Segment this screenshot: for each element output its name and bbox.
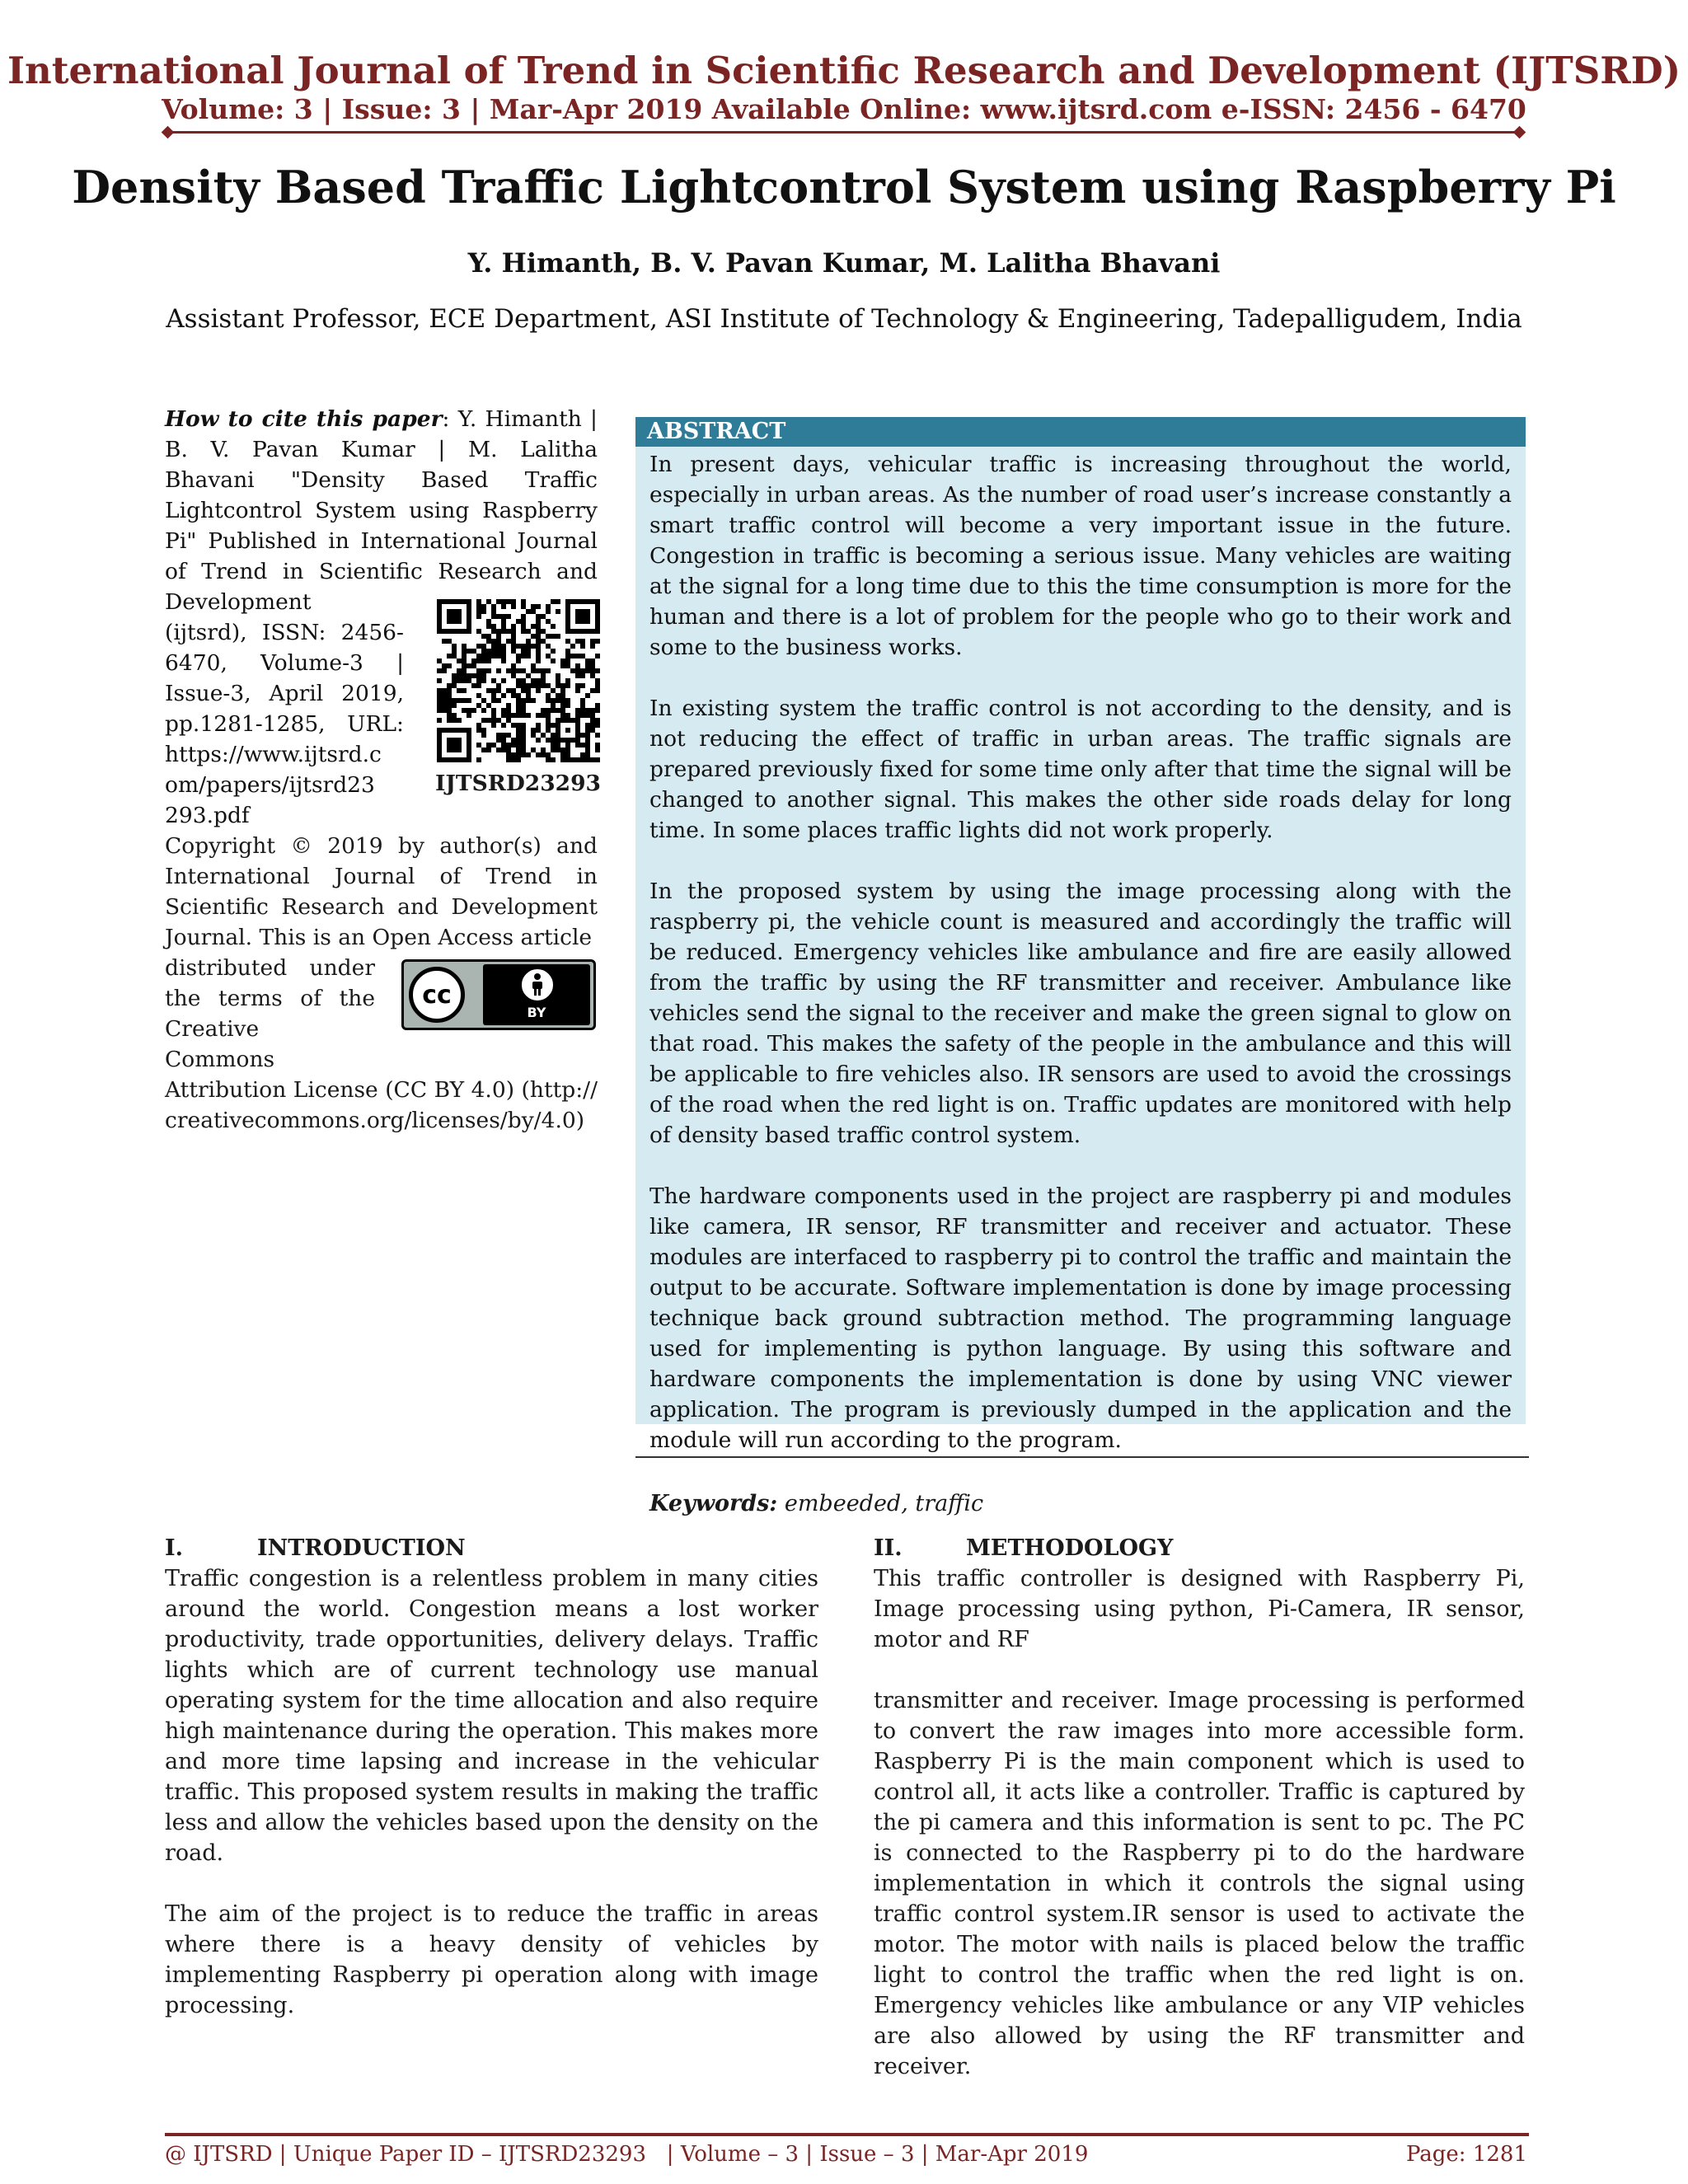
copyright-line: distributed under bbox=[165, 955, 375, 981]
introduction-paragraph-1: Traffic congestion is a relentless problem in many cities around the world. Congestion means a lost worker productivity, trade opportunities, delivery delays. Traffic lights which are of current technology use manual operating system for the time allocation and also require high maintenance during the operation. This makes more and more time lapsing and increase in the vehicular traffic. This proposed system results in making the traffic less and allow the vehicles based upon the density on the road. bbox=[165, 1566, 818, 1866]
citation-line: 6470, Volume-3 | bbox=[165, 650, 404, 676]
methodology-section bbox=[874, 1533, 1525, 2082]
keywords-line bbox=[649, 1488, 983, 1520]
introduction-paragraph-2: The aim of the project is to reduce the traffic in areas where there is a heavy density of vehicles by implementing Raspberry pi operation along with image processing. bbox=[165, 1901, 818, 2018]
cc-by-label: BY bbox=[527, 1005, 546, 1020]
citation-line: Issue-3, April 2019, bbox=[165, 681, 404, 706]
section-number: I. bbox=[165, 1535, 184, 1561]
header-rule bbox=[169, 131, 1519, 134]
citation-line: pp.1281-1285, URL: bbox=[165, 711, 404, 737]
qr-code-icon bbox=[437, 599, 600, 762]
keywords-rule bbox=[635, 1456, 1529, 1458]
paper-authors: Y. Himanth, B. V. Pavan Kumar, M. Lalitha Bhavani bbox=[467, 247, 1221, 279]
abstract-body bbox=[649, 449, 1512, 1455]
citation-label: How to cite this paper bbox=[165, 406, 443, 432]
introduction-section bbox=[165, 1533, 818, 2021]
qr-paper-id: IJTSRD23293 bbox=[435, 771, 601, 796]
footer-info: @ IJTSRD | Unique Paper ID – IJTSRD23293 | Volume – 3 | Issue – 3 | Mar-Apr 2019 bbox=[165, 2142, 1089, 2167]
attribution-person-icon bbox=[519, 967, 556, 1003]
rule-diamond-right bbox=[1513, 126, 1526, 139]
copyright-text: Copyright © 2019 by author(s) and International Journal of Trend in Scientific Research and Development Journal. This is an Open Access article bbox=[165, 833, 598, 950]
rule-diamond-left bbox=[162, 126, 175, 139]
page-number: Page: 1281 bbox=[1405, 2142, 1527, 2167]
keywords-value: embeeded, traffic bbox=[777, 1491, 984, 1516]
copyright-line: the terms of the bbox=[165, 986, 375, 1011]
methodology-heading bbox=[874, 1533, 1525, 1563]
citation-text bbox=[165, 404, 598, 617]
journal-subline: Volume: 3 | Issue: 3 | Mar-Apr 2019 Available Online: www.ijtsrd.com e-ISSN: 2456 - 6470 bbox=[162, 93, 1526, 125]
abstract-heading: ABSTRACT bbox=[635, 417, 1526, 447]
copyright-line: Creative Commons bbox=[165, 1016, 275, 1072]
paper-affiliation: Assistant Professor, ECE Department, ASI Institute of Technology & Engineering, Tadepalligudem, India bbox=[166, 304, 1522, 334]
abstract-paragraph-4: The hardware components used in the project are raspberry pi and modules like camera, IR sensor, RF transmitter and receiver and actuator. These modules are interfaced to raspberry pi to control the traffic and maintain the output to be accurate. Software implementation is done by image processing technique back ground subtraction method. The programming language used for implementing is python language. By using this software and hardware components the implementation is done by using VNC viewer application. The program is previously dumped in the application and the module will run according to the program. bbox=[649, 1183, 1512, 1453]
citation-narrow bbox=[165, 617, 404, 831]
citation-line: (ijtsrd), ISSN: 2456- bbox=[165, 620, 404, 645]
citation-line: om/papers/ijtsrd23 bbox=[165, 772, 375, 798]
keywords-label: Keywords: bbox=[649, 1491, 778, 1516]
section-number: II. bbox=[874, 1535, 903, 1561]
citation-line: 293.pdf bbox=[165, 803, 250, 828]
methodology-paragraph-2: transmitter and receiver. Image processing is performed to convert the raw images into more accessible form. Raspberry Pi is the main component which is used to control all, it acts like a controller. Traffic is captured by the pi camera and this information is sent to pc. The PC is connected to the Raspberry pi to do the hardware implementation in which it controls the signal using traffic control system.IR sensor is used to activate the motor. The motor with nails is placed below the traffic light to control the traffic when the red light is on. Emergency vehicles like ambulance or any VIP vehicles are also allowed by using the RF transmitter and receiver. bbox=[874, 1688, 1525, 2079]
abstract-paragraph-1: In present days, vehicular traffic is increasing throughout the world, especially in urban areas. As the number of road user’s increase constantly a smart traffic control will become a very important issue in the future. Congestion in traffic is becoming a serious issue. Many vehicles are waiting at the signal for a long time due to this the time consumption is more for the human and there is a lot of problem for the people who go to their work and some to the business works. bbox=[649, 452, 1512, 660]
citation-line: https://www.ijtsrd.c bbox=[165, 742, 382, 767]
citation-body: : Y. Himanth | B. V. Pavan Kumar | M. Lalitha Bhavani "Density Based Traffic Lightcontrol System using Raspberry Pi" Published in International Journal of Trend in Scientific Research and Development bbox=[165, 406, 598, 615]
section-title: INTRODUCTION bbox=[257, 1535, 466, 1561]
copyright-narrow bbox=[165, 953, 375, 1075]
section-title: METHODOLOGY bbox=[966, 1535, 1174, 1561]
cc-by-license-badge[interactable] bbox=[401, 959, 596, 1030]
abstract-paragraph-3: In the proposed system by using the image processing along with the raspberry pi, the vehicle count is measured and accordingly the traffic will be reduced. Emergency vehicles like ambulance and fire are easily allowed from the traffic by using the RF transmitter and receiver. Ambulance like vehicles send the signal to the receiver and make the green signal to glow on that road. This makes the safety of the people in the ambulance and this will be applicable to fire vehicles also. IR sensors are used to avoid the crossings of the road when the red light is on. Traffic updates are monitored with help of density based traffic control system. bbox=[649, 879, 1512, 1148]
cc-logo-icon: cc bbox=[409, 967, 465, 1023]
footer-rule bbox=[165, 2133, 1529, 2136]
copyright-tail: Attribution License (CC BY 4.0) (http://creativecommons.org/licenses/by/4.0) bbox=[165, 1077, 598, 1133]
methodology-paragraph-1: This traffic controller is designed with Raspberry Pi, Image processing using python, Pi-Camera, IR sensor, motor and RF bbox=[874, 1566, 1525, 1652]
journal-title: International Journal of Trend in Scientific Research and Development (IJTSRD) bbox=[7, 49, 1681, 92]
paper-title: Density Based Traffic Lightcontrol System using Raspberry Pi bbox=[72, 161, 1616, 213]
abstract-paragraph-2: In existing system the traffic control is not according to the density, and is not reducing the effect of traffic in urban areas. The traffic signals are prepared previously fixed for some time only after that time the signal will be changed to another signal. This makes the other side roads delay for long time. In some places traffic lights did not work properly. bbox=[649, 696, 1512, 843]
introduction-heading bbox=[165, 1533, 818, 1563]
